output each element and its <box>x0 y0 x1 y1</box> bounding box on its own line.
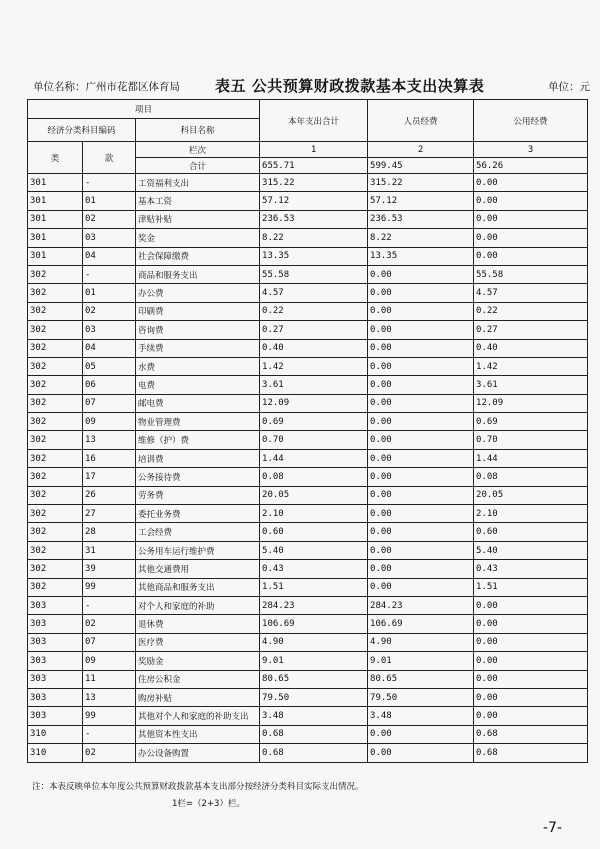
section-cell: 02 <box>83 302 136 320</box>
subject-name-cell: 培训费 <box>136 449 260 467</box>
category-cell: 301 <box>28 247 83 265</box>
personnel-cell: 3.48 <box>368 707 474 725</box>
public-cell: 0.22 <box>474 302 588 320</box>
category-header: 类 <box>28 142 83 174</box>
unit-name: 单位名称：广州市花都区体育局 <box>33 81 180 93</box>
section-cell: 09 <box>83 652 136 670</box>
subject-name-cell: 邮电费 <box>136 394 260 412</box>
personnel-column-header: 人员经费 <box>368 100 474 142</box>
subject-name-cell: 咨询费 <box>136 321 260 339</box>
subject-name-cell: 公务接待费 <box>136 468 260 486</box>
table-row <box>28 468 588 486</box>
category-cell: 302 <box>28 578 83 596</box>
total-column-header: 本年支出合计 <box>260 100 368 142</box>
personnel-cell: 79.50 <box>368 688 474 706</box>
section-cell: 31 <box>83 541 136 559</box>
category-cell: 310 <box>28 744 83 762</box>
total-cell: 1.42 <box>260 357 368 375</box>
section-cell: 16 <box>83 449 136 467</box>
subject-name-cell: 医疗费 <box>136 633 260 651</box>
public-cell: 2.10 <box>474 505 588 523</box>
table-row <box>28 413 588 431</box>
personnel-cell: 0.00 <box>368 339 474 357</box>
table-row <box>28 744 588 762</box>
category-cell: 302 <box>28 413 83 431</box>
category-cell: 302 <box>28 339 83 357</box>
table-row <box>28 376 588 394</box>
category-cell: 302 <box>28 560 83 578</box>
subject-name-cell: 水费 <box>136 357 260 375</box>
table-row <box>28 486 588 504</box>
section-cell: 02 <box>83 210 136 228</box>
personnel-cell: 0.00 <box>368 744 474 762</box>
currency-unit-label: 单位：元 <box>548 81 590 93</box>
total-cell: 1.51 <box>260 578 368 596</box>
public-cell: 0.69 <box>474 413 588 431</box>
category-cell: 302 <box>28 265 83 283</box>
table-row <box>28 541 588 559</box>
table-row <box>28 725 588 743</box>
totals-personnel: 599.45 <box>368 158 474 174</box>
table-row <box>28 357 588 375</box>
category-cell: 302 <box>28 468 83 486</box>
section-cell: 13 <box>83 688 136 706</box>
public-cell: 0.00 <box>474 633 588 651</box>
total-cell: 0.68 <box>260 725 368 743</box>
public-cell: 0.00 <box>474 688 588 706</box>
public-cell: 1.44 <box>474 449 588 467</box>
category-cell: 303 <box>28 633 83 651</box>
table-row <box>28 449 588 467</box>
public-cell: 0.00 <box>474 615 588 633</box>
personnel-cell: 0.00 <box>368 486 474 504</box>
subject-name-cell: 其他交通费用 <box>136 560 260 578</box>
subject-name-cell: 退休费 <box>136 615 260 633</box>
total-cell: 12.09 <box>260 394 368 412</box>
category-cell: 303 <box>28 596 83 614</box>
personnel-cell: 80.65 <box>368 670 474 688</box>
section-cell: - <box>83 725 136 743</box>
personnel-cell: 0.00 <box>368 284 474 302</box>
personnel-cell: 0.00 <box>368 302 474 320</box>
subject-name-cell: 奖励金 <box>136 652 260 670</box>
subject-name-cell: 商品和服务支出 <box>136 265 260 283</box>
table-row <box>28 688 588 706</box>
table-row <box>28 505 588 523</box>
table-row <box>28 229 588 247</box>
category-cell: 301 <box>28 229 83 247</box>
section-cell: - <box>83 174 136 192</box>
category-cell: 301 <box>28 174 83 192</box>
personnel-cell: 13.35 <box>368 247 474 265</box>
subject-name-cell: 委托业务费 <box>136 505 260 523</box>
section-cell: 27 <box>83 505 136 523</box>
report-title: 表五 公共预算财政拨款基本支出决算表 <box>215 77 485 95</box>
section-cell: 03 <box>83 229 136 247</box>
total-cell: 0.27 <box>260 321 368 339</box>
section-cell: 06 <box>83 376 136 394</box>
total-cell: 236.53 <box>260 210 368 228</box>
personnel-cell: 0.00 <box>368 357 474 375</box>
subject-name-cell: 工会经费 <box>136 523 260 541</box>
page-number: -7- <box>542 820 562 836</box>
table-row <box>28 192 588 210</box>
category-cell: 302 <box>28 431 83 449</box>
section-cell: 28 <box>83 523 136 541</box>
personnel-cell: 8.22 <box>368 229 474 247</box>
total-cell: 55.58 <box>260 265 368 283</box>
public-cell: 0.08 <box>474 468 588 486</box>
total-cell: 0.40 <box>260 339 368 357</box>
total-cell: 0.70 <box>260 431 368 449</box>
category-cell: 302 <box>28 284 83 302</box>
line-number-2: 2 <box>368 142 474 158</box>
subject-name-cell: 对个人和家庭的补助 <box>136 596 260 614</box>
personnel-cell: 0.00 <box>368 376 474 394</box>
category-cell: 310 <box>28 725 83 743</box>
section-cell: 17 <box>83 468 136 486</box>
section-header: 款 <box>83 142 136 174</box>
personnel-cell: 236.53 <box>368 210 474 228</box>
section-cell: 11 <box>83 670 136 688</box>
public-cell: 0.00 <box>474 210 588 228</box>
subject-name-cell: 公务用车运行维护费 <box>136 541 260 559</box>
totals-public: 56.26 <box>474 158 588 174</box>
subject-name-cell: 购房补贴 <box>136 688 260 706</box>
subject-name-cell: 物业管理费 <box>136 413 260 431</box>
public-cell: 0.43 <box>474 560 588 578</box>
personnel-cell: 0.00 <box>368 265 474 283</box>
section-cell: 13 <box>83 431 136 449</box>
section-cell: 01 <box>83 192 136 210</box>
personnel-cell: 0.00 <box>368 431 474 449</box>
subject-name-cell: 办公费 <box>136 284 260 302</box>
subject-name-cell: 住房公积金 <box>136 670 260 688</box>
section-cell: 99 <box>83 578 136 596</box>
total-cell: 284.23 <box>260 596 368 614</box>
table-row <box>28 321 588 339</box>
subject-name-cell: 办公设备购置 <box>136 744 260 762</box>
public-cell: 5.40 <box>474 541 588 559</box>
section-cell: 07 <box>83 394 136 412</box>
total-cell: 3.61 <box>260 376 368 394</box>
table-row <box>28 633 588 651</box>
personnel-cell: 0.00 <box>368 413 474 431</box>
total-cell: 57.12 <box>260 192 368 210</box>
report-header <box>27 75 592 97</box>
total-cell: 106.69 <box>260 615 368 633</box>
total-cell: 0.60 <box>260 523 368 541</box>
public-cell: 0.00 <box>474 707 588 725</box>
category-cell: 302 <box>28 394 83 412</box>
subject-name-cell: 奖金 <box>136 229 260 247</box>
personnel-cell: 0.00 <box>368 449 474 467</box>
total-cell: 13.35 <box>260 247 368 265</box>
table-row <box>28 707 588 725</box>
total-cell: 2.10 <box>260 505 368 523</box>
total-cell: 9.01 <box>260 652 368 670</box>
category-cell: 301 <box>28 192 83 210</box>
personnel-cell: 0.00 <box>368 541 474 559</box>
category-cell: 302 <box>28 302 83 320</box>
personnel-cell: 315.22 <box>368 174 474 192</box>
category-cell: 302 <box>28 505 83 523</box>
category-cell: 302 <box>28 486 83 504</box>
category-cell: 303 <box>28 652 83 670</box>
public-cell: 0.60 <box>474 523 588 541</box>
line-number-1: 1 <box>260 142 368 158</box>
category-cell: 303 <box>28 615 83 633</box>
public-cell: 0.00 <box>474 596 588 614</box>
category-cell: 302 <box>28 541 83 559</box>
total-cell: 4.90 <box>260 633 368 651</box>
public-cell: 0.40 <box>474 339 588 357</box>
personnel-cell: 4.90 <box>368 633 474 651</box>
subject-name-cell: 津贴补贴 <box>136 210 260 228</box>
subject-name-cell: 其他商品和服务支出 <box>136 578 260 596</box>
public-cell: 0.00 <box>474 229 588 247</box>
section-cell: 04 <box>83 339 136 357</box>
subject-name-cell: 其他资本性支出 <box>136 725 260 743</box>
subject-name-cell: 电费 <box>136 376 260 394</box>
personnel-cell: 0.00 <box>368 468 474 486</box>
personnel-cell: 0.00 <box>368 523 474 541</box>
subject-name-cell: 其他对个人和家庭的补助支出 <box>136 707 260 725</box>
section-cell: - <box>83 596 136 614</box>
category-cell: 302 <box>28 376 83 394</box>
personnel-cell: 0.00 <box>368 321 474 339</box>
total-cell: 79.50 <box>260 688 368 706</box>
personnel-cell: 9.01 <box>368 652 474 670</box>
category-cell: 302 <box>28 523 83 541</box>
table-row <box>28 339 588 357</box>
table-row <box>28 615 588 633</box>
public-cell: 4.57 <box>474 284 588 302</box>
public-cell: 0.00 <box>474 192 588 210</box>
category-cell: 302 <box>28 449 83 467</box>
personnel-cell: 0.00 <box>368 505 474 523</box>
section-cell: 07 <box>83 633 136 651</box>
table-row <box>28 560 588 578</box>
total-cell: 0.68 <box>260 744 368 762</box>
public-cell: 0.00 <box>474 247 588 265</box>
total-cell: 3.48 <box>260 707 368 725</box>
personnel-cell: 0.00 <box>368 560 474 578</box>
category-cell: 302 <box>28 321 83 339</box>
public-cell: 20.05 <box>474 486 588 504</box>
expenditure-table <box>27 99 588 763</box>
formula-note: 1栏=（2+3）栏。 <box>172 799 245 809</box>
personnel-cell: 0.00 <box>368 578 474 596</box>
public-cell: 0.27 <box>474 321 588 339</box>
public-cell: 0.68 <box>474 744 588 762</box>
personnel-cell: 57.12 <box>368 192 474 210</box>
total-cell: 4.57 <box>260 284 368 302</box>
total-cell: 0.08 <box>260 468 368 486</box>
public-cell: 0.00 <box>474 652 588 670</box>
subject-name-cell: 劳务费 <box>136 486 260 504</box>
category-cell: 303 <box>28 707 83 725</box>
public-cell: 0.68 <box>474 725 588 743</box>
category-cell: 302 <box>28 357 83 375</box>
total-cell: 1.44 <box>260 449 368 467</box>
table-row <box>28 596 588 614</box>
category-cell: 301 <box>28 210 83 228</box>
public-cell: 1.42 <box>474 357 588 375</box>
table-row <box>28 523 588 541</box>
table-row <box>28 431 588 449</box>
table-row <box>28 174 588 192</box>
table-row <box>28 652 588 670</box>
section-cell: 99 <box>83 707 136 725</box>
section-cell: 02 <box>83 615 136 633</box>
table-row <box>28 284 588 302</box>
table-row <box>28 394 588 412</box>
subject-name-cell: 印刷费 <box>136 302 260 320</box>
category-cell: 303 <box>28 688 83 706</box>
total-cell: 0.43 <box>260 560 368 578</box>
personnel-cell: 0.00 <box>368 394 474 412</box>
public-cell: 0.00 <box>474 174 588 192</box>
total-cell: 8.22 <box>260 229 368 247</box>
total-cell: 80.65 <box>260 670 368 688</box>
category-cell: 303 <box>28 670 83 688</box>
public-cell: 1.51 <box>474 578 588 596</box>
total-cell: 0.69 <box>260 413 368 431</box>
table-row <box>28 265 588 283</box>
public-cell: 0.00 <box>474 670 588 688</box>
item-header: 项目 <box>28 100 260 119</box>
section-cell: 01 <box>83 284 136 302</box>
section-cell: 26 <box>83 486 136 504</box>
subject-name-cell: 手续费 <box>136 339 260 357</box>
section-cell: 09 <box>83 413 136 431</box>
econ-code-header: 经济分类科目编码 <box>28 119 136 142</box>
subject-name-header: 科目名称 <box>136 119 260 142</box>
subject-name-cell: 工资福利支出 <box>136 174 260 192</box>
totals-label: 合计 <box>136 158 260 174</box>
table-row <box>28 302 588 320</box>
totals-total: 655.71 <box>260 158 368 174</box>
table-row <box>28 210 588 228</box>
public-cell: 12.09 <box>474 394 588 412</box>
total-cell: 0.22 <box>260 302 368 320</box>
public-cell: 0.70 <box>474 431 588 449</box>
section-cell: 05 <box>83 357 136 375</box>
section-cell: 39 <box>83 560 136 578</box>
subject-name-cell: 社会保障缴费 <box>136 247 260 265</box>
public-column-header: 公用经费 <box>474 100 588 142</box>
public-cell: 55.58 <box>474 265 588 283</box>
public-cell: 3.61 <box>474 376 588 394</box>
subject-name-cell: 基本工资 <box>136 192 260 210</box>
total-cell: 5.40 <box>260 541 368 559</box>
total-cell: 315.22 <box>260 174 368 192</box>
section-cell: - <box>83 265 136 283</box>
total-cell: 20.05 <box>260 486 368 504</box>
table-note: 注：本表反映单位本年度公共预算财政拨款基本支出部分按经济分类科目实际支出情况。 <box>32 782 364 792</box>
personnel-cell: 284.23 <box>368 596 474 614</box>
section-cell: 02 <box>83 744 136 762</box>
line-label: 栏次 <box>136 142 260 158</box>
section-cell: 04 <box>83 247 136 265</box>
subject-name-cell: 维修（护）费 <box>136 431 260 449</box>
personnel-cell: 0.00 <box>368 725 474 743</box>
personnel-cell: 106.69 <box>368 615 474 633</box>
table-row <box>28 670 588 688</box>
table-row <box>28 247 588 265</box>
section-cell: 03 <box>83 321 136 339</box>
line-number-3: 3 <box>474 142 588 158</box>
table-row <box>28 578 588 596</box>
table-body <box>28 174 588 763</box>
